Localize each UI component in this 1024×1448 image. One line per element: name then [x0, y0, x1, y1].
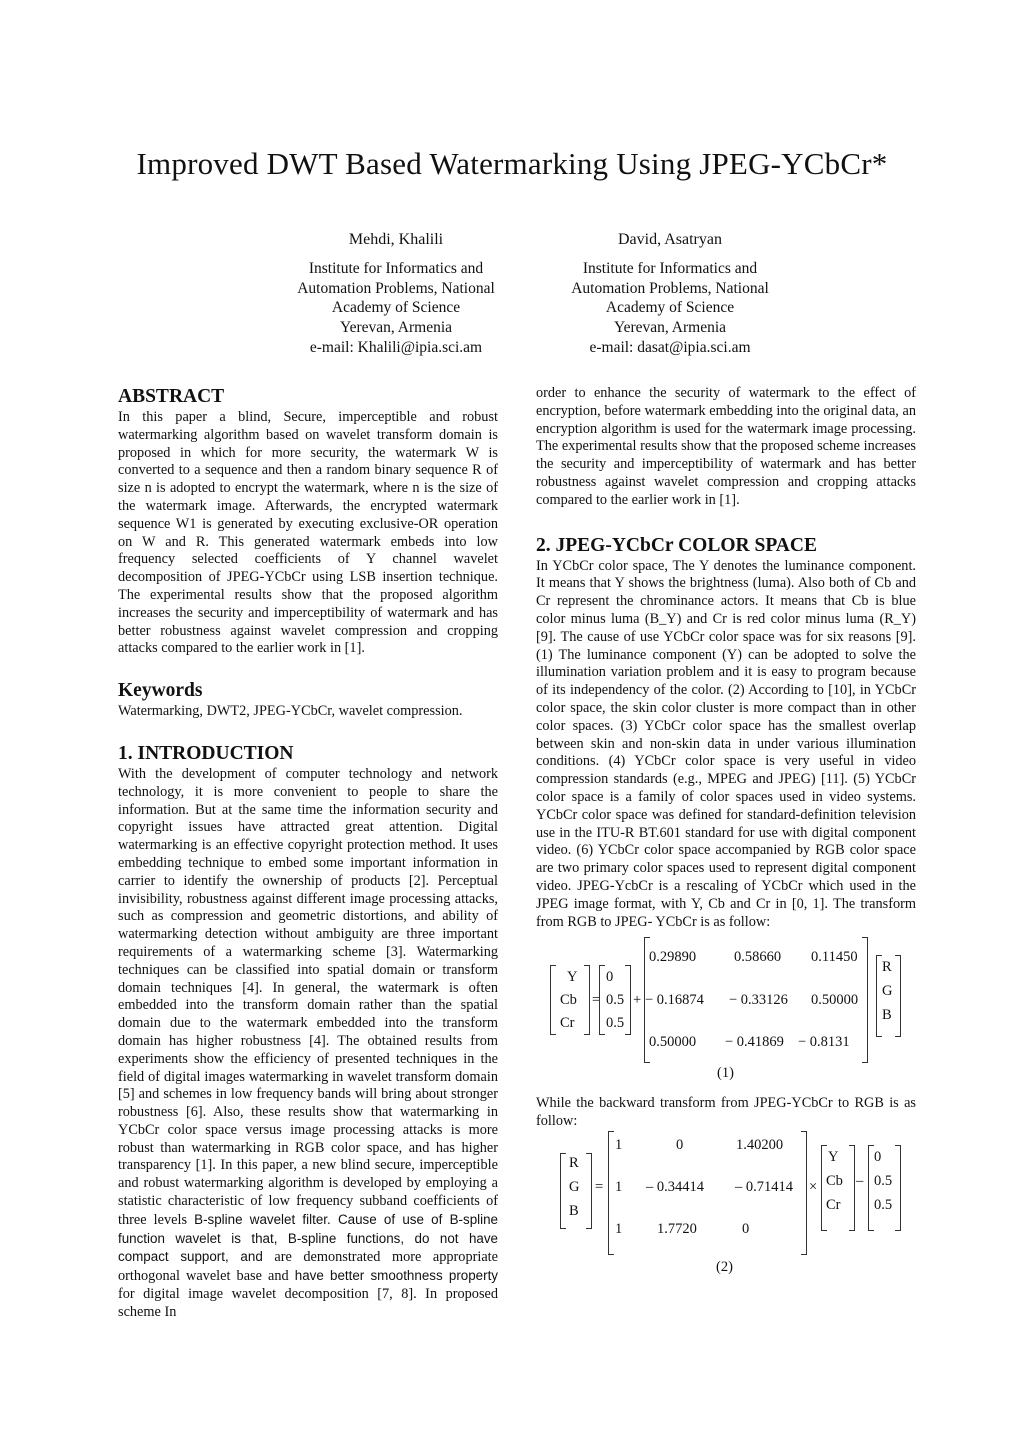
eq1-offset: 0 [606, 969, 614, 986]
abstract-text: In this paper a blind, Secure, imperceptible and robust watermarking algorithm based on wavelet transform domain is proposed in which for more security, the watermark W is converted to a sequence and then a random binary sequence R of size n is adopted to encrypt the watermark, where n is the size of the watermark image. Afterwards, the encrypted watermark sequence W1 is generated by executing exclusive-OR operation on W and R. This generated watermark embeds into low frequency selected coefficients of Y channel wavelet decomposition of JPEG-YCbCr using LSB insertion technique. The experimental results show that the proposed algorithm increases the security and imperceptibility of watermark and has better robustness against wavelet compression and cropping attacks compared to the earlier work in [1]. [118, 409, 498, 657]
section2-text: In YCbCr color space, The Y denotes the luminance component. It means that Y shows the brightness (luma). Also both of Cb and Cr represent the chrominance actors. It means that Cb is blue color minus luma (B_Y) and Cr is red color minus luma (R_Y) [9]. The cause of use YCbCr color space was for six reasons [9]. (1) The luminance component (Y) can be adopted to solve the illumination variation problem and it is easy to program because of its independency of the color. (2) According to [10], in YCbCr color space, the skin color cluster is more compact than in other color spaces. (3) YCbCr color space has the smallest overlap between skin and non-skin data in under various illumination conditions. (4) YCbCr color space is very useful in video compression standards (e.g., MPEG and JPEG) [11]. (5) YCbCr color space is a family of color spaces used in video systems. YCbCr color space was defined for standard-definition television use in the ITU-R BT.601 standard for use with digital component video. (6) YCbCr color space accompanied by RGB color space are two primary color spaces used to represent digital component video. JPEG-YcbCr is a rescaling of YCbCr which used in the JPEG image format, with Y, Cb and Cr in [0, 1]. The transform from RGB to JPEG- YCbCr is as follow: [536, 557, 916, 930]
right-column [536, 385, 916, 1276]
eq1-rgb: B [882, 1007, 892, 1024]
abstract-heading: ABSTRACT [118, 386, 225, 407]
eq1-lhs-cb: Cb [560, 992, 577, 1009]
author-city: Yerevan, Armenia [613, 319, 727, 337]
eq1-rgb: R [882, 959, 892, 976]
author-city: Yerevan, Armenia [339, 319, 453, 337]
author-block-1 [266, 230, 526, 358]
eq1-lhs-cr: Cr [560, 1015, 575, 1032]
author-block-2 [540, 230, 800, 358]
author-affiliation: Academy of Science [331, 299, 461, 317]
equation-2: R G B = 1 0 1.40200 1 – 0.34414 – 0.71414 1 1.7720 0 × Y Cb Cr – 0 0.5 0.5 (2) [536, 1131, 916, 1276]
introduction-text: With the development of computer technology and network technology, it is more convenient to people to share the information. But at the same time the information security and copyright issues have attracted great attention. Digital watermarking is an effective copyright protection method. It uses embedding technique to embed some important information in carrier to identify the ownership of products [2]. Perceptual invisibility, robustness against different image processing attacks, such as compression and geometric distortions, and ability of watermarking detection without ambiguity are three important requirements of a watermarking scheme [3]. Watermarking techniques can be classified into spatial domain or transform domain techniques [4]. In general, the watermark is often embedded into the transform domain rather than the spatial domain due to the watermark embedded into the transform domain has higher robustness [4]. The obtained results from experiments show the efficiency of presented techniques in the field of digital images watermarking in wavelet transform domain [5] and schemes in low frequency bands will bring about stronger robustness [6]. Also, these results show that watermarking in YCbCr color space versus image processing attacks is more robust than watermarking in RGB color space, and has higher transparency [1]. In this paper, a new blind secure, imperceptible and robust watermarking algorithm is developed by employing a statistic characteristic of low frequency subband coefficients of three levels B-spline wavelet filter. Cause of use of B-spline function wavelet is that, B-spline functions, do not have compact support, and are demonstrated more appropriate orthogonal wavelet base and have better smoothness property for digital image wavelet decomposition [7, 8]. In proposed scheme In [118, 765, 499, 1320]
author-affiliation: Institute for Informatics and [582, 259, 758, 277]
eq1-number: (1) [717, 1065, 734, 1082]
author-affiliation: Institute for Informatics and [308, 259, 484, 277]
eq1-rgb: G [882, 983, 893, 1000]
introduction-text-continued: order to enhance the security of watermark to the effect of encryption, before watermark embedding into the original data, an encryption algorithm is used for the watermark image processing. The experimental results show that the proposed scheme increases the security and imperceptibility of watermark and has better robustness against wavelet compression and cropping attacks compared to the earlier work in [1]. [536, 385, 916, 508]
author-affiliation: Academy of Science [605, 299, 735, 317]
eq1-offset: 0.5 [606, 1015, 625, 1032]
keywords-text: Watermarking, DWT2, JPEG-YCbCr, wavelet compression. [118, 703, 463, 720]
author-email: e-mail: dasat@ipia.sci.am [589, 338, 751, 356]
author-affiliation: Automation Problems, National [571, 279, 769, 297]
eq1-offset: 0.5 [606, 992, 625, 1009]
author-name: Mehdi, Khalili [348, 231, 444, 248]
left-column [118, 385, 498, 1322]
paper-title: Improved DWT Based Watermarking Using JPEG-YCbCr* [136, 146, 888, 181]
eq1-lhs-y: Y [567, 969, 578, 986]
keywords-heading: Keywords [118, 680, 203, 702]
section2-heading: 2. JPEG-YCbCr COLOR SPACE [536, 534, 817, 556]
eq2-number: (2) [716, 1258, 733, 1275]
author-name: David, Asatryan [618, 231, 722, 248]
author-email: e-mail: Khalili@ipia.sci.am [309, 338, 483, 356]
section2-text-backward: While the backward transform from JPEG-YCbCr to RGB is as follow: [536, 1095, 916, 1130]
author-affiliation: Automation Problems, National [297, 279, 495, 297]
introduction-heading: 1. INTRODUCTION [118, 742, 294, 764]
equation-1: Y Cb Cr = 0 0.5 0.5 + 0.29890 0.58660 0.11450 − 0.16874 − 0.33126 0.50000 0.50000 − 0.41869 − 0.8131 R G B (1) [536, 937, 916, 1087]
